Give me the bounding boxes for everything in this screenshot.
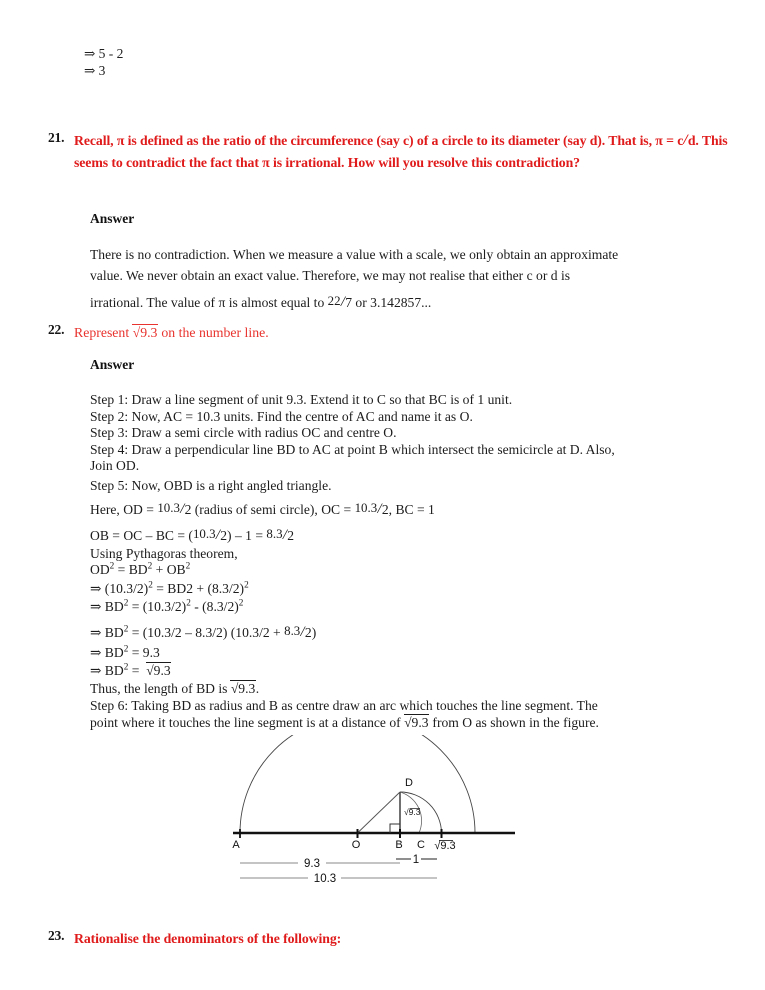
question-21-slash: / [683, 132, 688, 148]
equation-od-squared [90, 562, 190, 578]
eq-2-part-2: = (10.3/2) [128, 599, 187, 614]
equation-thus [90, 681, 259, 697]
eq-od2-sup-1: 2 [109, 560, 115, 571]
eq-5-radical: √9.3 [146, 663, 171, 678]
equation-step-5 [90, 663, 171, 679]
eq-thus-radical: √9.3 [230, 681, 256, 696]
equation-ob [90, 525, 295, 545]
pythagoras-label: Using Pythagoras theorem, [90, 546, 238, 561]
step-6-line-1: Step 6: Taking BD as radius and B as centre draw an arc which touches the line segment. The [90, 698, 598, 713]
eq-od2-part-1: OD [90, 562, 110, 577]
eq-2-sup-1: 2 [123, 597, 129, 608]
step-2: Step 2: Now, AC = 10.3 units. Find the centre of AC and name it as O. [90, 408, 473, 424]
eq-here-part-3: , BC = 1 [388, 502, 435, 517]
eq-ob-f2-slash: / [282, 527, 287, 543]
eq-2-sup-3: 2 [238, 597, 244, 608]
question-21-line-3: contradiction? [495, 155, 580, 170]
eq-1-part-2: = BD2 + (8.3/2) [152, 581, 245, 596]
eq-here-f1-den: 2 [184, 502, 192, 517]
step-5: Step 5: Now, OBD is a right angled triangle. [90, 477, 332, 493]
question-21-line-1: Recall, π is defined as the ratio of the circumference (say c) of a circle to its diameter (say d). [74, 133, 606, 148]
eq-3-frac-slash: / [300, 624, 305, 640]
question-21-line-2-part-b: d. This seems to contradict the fact that π is irrational. How will you resolve this [74, 133, 728, 170]
fraction-22-denominator: 7 [345, 295, 353, 310]
number-line-construction-figure [215, 735, 535, 885]
eq-here-f1-slash: / [180, 501, 185, 517]
equation-step-2 [90, 599, 243, 615]
question-22-number: 22. [48, 322, 65, 337]
eq-ob-f2-den: 2 [287, 528, 295, 543]
question-22-text-part-a: Represent [74, 325, 133, 340]
label-point-B: B [395, 839, 403, 851]
label-point-O: O [351, 839, 361, 851]
eq-thus-part-1: Thus, the length of BD is [90, 681, 231, 696]
eq-3-frac-den: 2 [304, 625, 312, 640]
eq-ob-part-2: ) – 1 = [227, 528, 267, 543]
eq-od2-sup-2: 2 [147, 560, 153, 571]
eq-od2-sup-3: 2 [185, 560, 191, 571]
question-22-heading [48, 322, 748, 343]
question-23-text: Rationalise the denominators of the following: [74, 931, 342, 946]
eq-here-part-1: Here, OD = [90, 502, 158, 517]
eq-od2-part-3: + OB [152, 562, 186, 577]
equation-here-od [90, 499, 435, 519]
dim-label-10-3: 10.3 [313, 873, 337, 885]
eq-5-sup-1: 2 [123, 661, 129, 672]
question-22-text-part-b: on the number line. [157, 325, 269, 340]
step-6-radical: √9.3 [404, 714, 429, 730]
eq-4-part-2: = 9.3 [128, 645, 160, 660]
eq-ob-f2-num: 8.3 [266, 525, 283, 541]
step-6-line-2-part-b: from O as shown in the figure. [429, 714, 599, 730]
question-22-radical: √9.3 [132, 325, 158, 340]
semicircle-AC [240, 735, 475, 833]
question-22-text [74, 322, 269, 343]
equation-step-4 [90, 645, 160, 661]
step-6-block [90, 698, 705, 731]
eq-4-part-1: ⇒ BD [90, 645, 124, 660]
eq-3-frac-num: 8.3 [284, 622, 301, 638]
eq-5-part-2: = [128, 663, 147, 678]
eq-here-part-2: (radius of semi circle), OC = [191, 502, 355, 517]
eq-ob-f1-num: 10.3 [192, 525, 216, 541]
answer-21-line-1: There is no contradiction. When we measure a value with a scale, we only obtain an approximate [90, 247, 619, 262]
eq-2-sup-2: 2 [186, 597, 191, 608]
eq-here-f2-den: 2 [381, 502, 389, 517]
step-4: Step 4: Draw a perpendicular line BD to AC at point B which intersect the semicircle at D. Also, [90, 441, 615, 457]
previous-work-line-1: ⇒ 5 - 2 [84, 46, 124, 61]
eq-1-sup-2: 2 [244, 579, 249, 590]
question-21-line-2-part-a: That is, π = c [608, 133, 684, 148]
eq-ob-f1-den: 2 [220, 528, 228, 543]
fraction-22-numerator: 22 [327, 292, 341, 308]
answer-21-line-3-part-b: or 3.142857... [352, 295, 432, 310]
dim-label-9-3: 9.3 [304, 858, 320, 870]
step-3: Step 3: Draw a semi circle with radius OC and centre O. [90, 425, 397, 441]
step-6-line-2 [90, 715, 705, 732]
eq-2-part-3: - (8.3/2) [190, 599, 239, 614]
eq-1-part-1: ⇒ (10.3/2) [90, 581, 149, 596]
label-point-C: C [417, 839, 425, 851]
eq-3-sup-1: 2 [123, 623, 129, 634]
question-21-number: 21. [48, 130, 65, 145]
segment-OD [358, 792, 401, 833]
eq-2-part-1: ⇒ BD [90, 599, 124, 614]
step-1: Step 1: Draw a line segment of unit 9.3. Extend it to C so that BC is of 1 unit. [90, 392, 513, 407]
question-22-steps [90, 392, 700, 495]
question-23-heading [48, 928, 748, 949]
eq-here-f1-num: 10.3 [157, 499, 180, 515]
eq-thus-part-2: . [255, 681, 260, 696]
eq-1-sup-1: 2 [148, 579, 153, 590]
previous-work-line-2: ⇒ 3 [84, 63, 106, 78]
answer-21-line-2: value. We never obtain an exact value. Therefore, we may not realise that either c or d is [90, 268, 571, 283]
question-21-text [74, 130, 738, 173]
equation-step-3 [90, 622, 317, 642]
step-4-continued: Join OD. [90, 458, 140, 474]
eq-3-part-3: ) [311, 625, 317, 640]
eq-here-f2-num: 10.3 [354, 499, 378, 515]
label-point-A: A [232, 839, 240, 851]
answer-21-line-3 [90, 292, 700, 314]
eq-ob-part-1: OB = OC – BC = ( [90, 528, 193, 543]
eq-3-part-1: ⇒ BD [90, 625, 124, 640]
equation-step-1 [90, 581, 249, 597]
answer-21-line-3-part-a: irrational. The value of π is almost equal to [90, 295, 328, 310]
answer-label-22: Answer [90, 357, 135, 372]
question-23-number: 23. [48, 928, 65, 943]
question-21-heading [48, 130, 748, 173]
eq-od2-part-2: = BD [114, 562, 148, 577]
label-point-root: √9.3 [434, 840, 456, 852]
label-height-root: √9.3 [404, 807, 421, 817]
eq-here-f2-slash: / [377, 501, 382, 517]
answer-label-21: Answer [90, 211, 135, 226]
label-point-D: D [405, 777, 413, 789]
right-angle-marker [390, 824, 400, 833]
step-6-line-2-part-a: point where it touches the line segment is at a distance of [90, 714, 405, 730]
eq-4-sup-1: 2 [123, 643, 129, 654]
fraction-22-slash: / [340, 294, 345, 310]
dim-label-1: 1 [412, 854, 420, 866]
eq-3-part-2: = (10.3/2 – 8.3/2) (10.3/2 + [128, 625, 285, 640]
eq-5-part-1: ⇒ BD [90, 663, 124, 678]
eq-ob-f1-slash: / [215, 527, 220, 543]
question-21-answer-body [90, 244, 700, 314]
